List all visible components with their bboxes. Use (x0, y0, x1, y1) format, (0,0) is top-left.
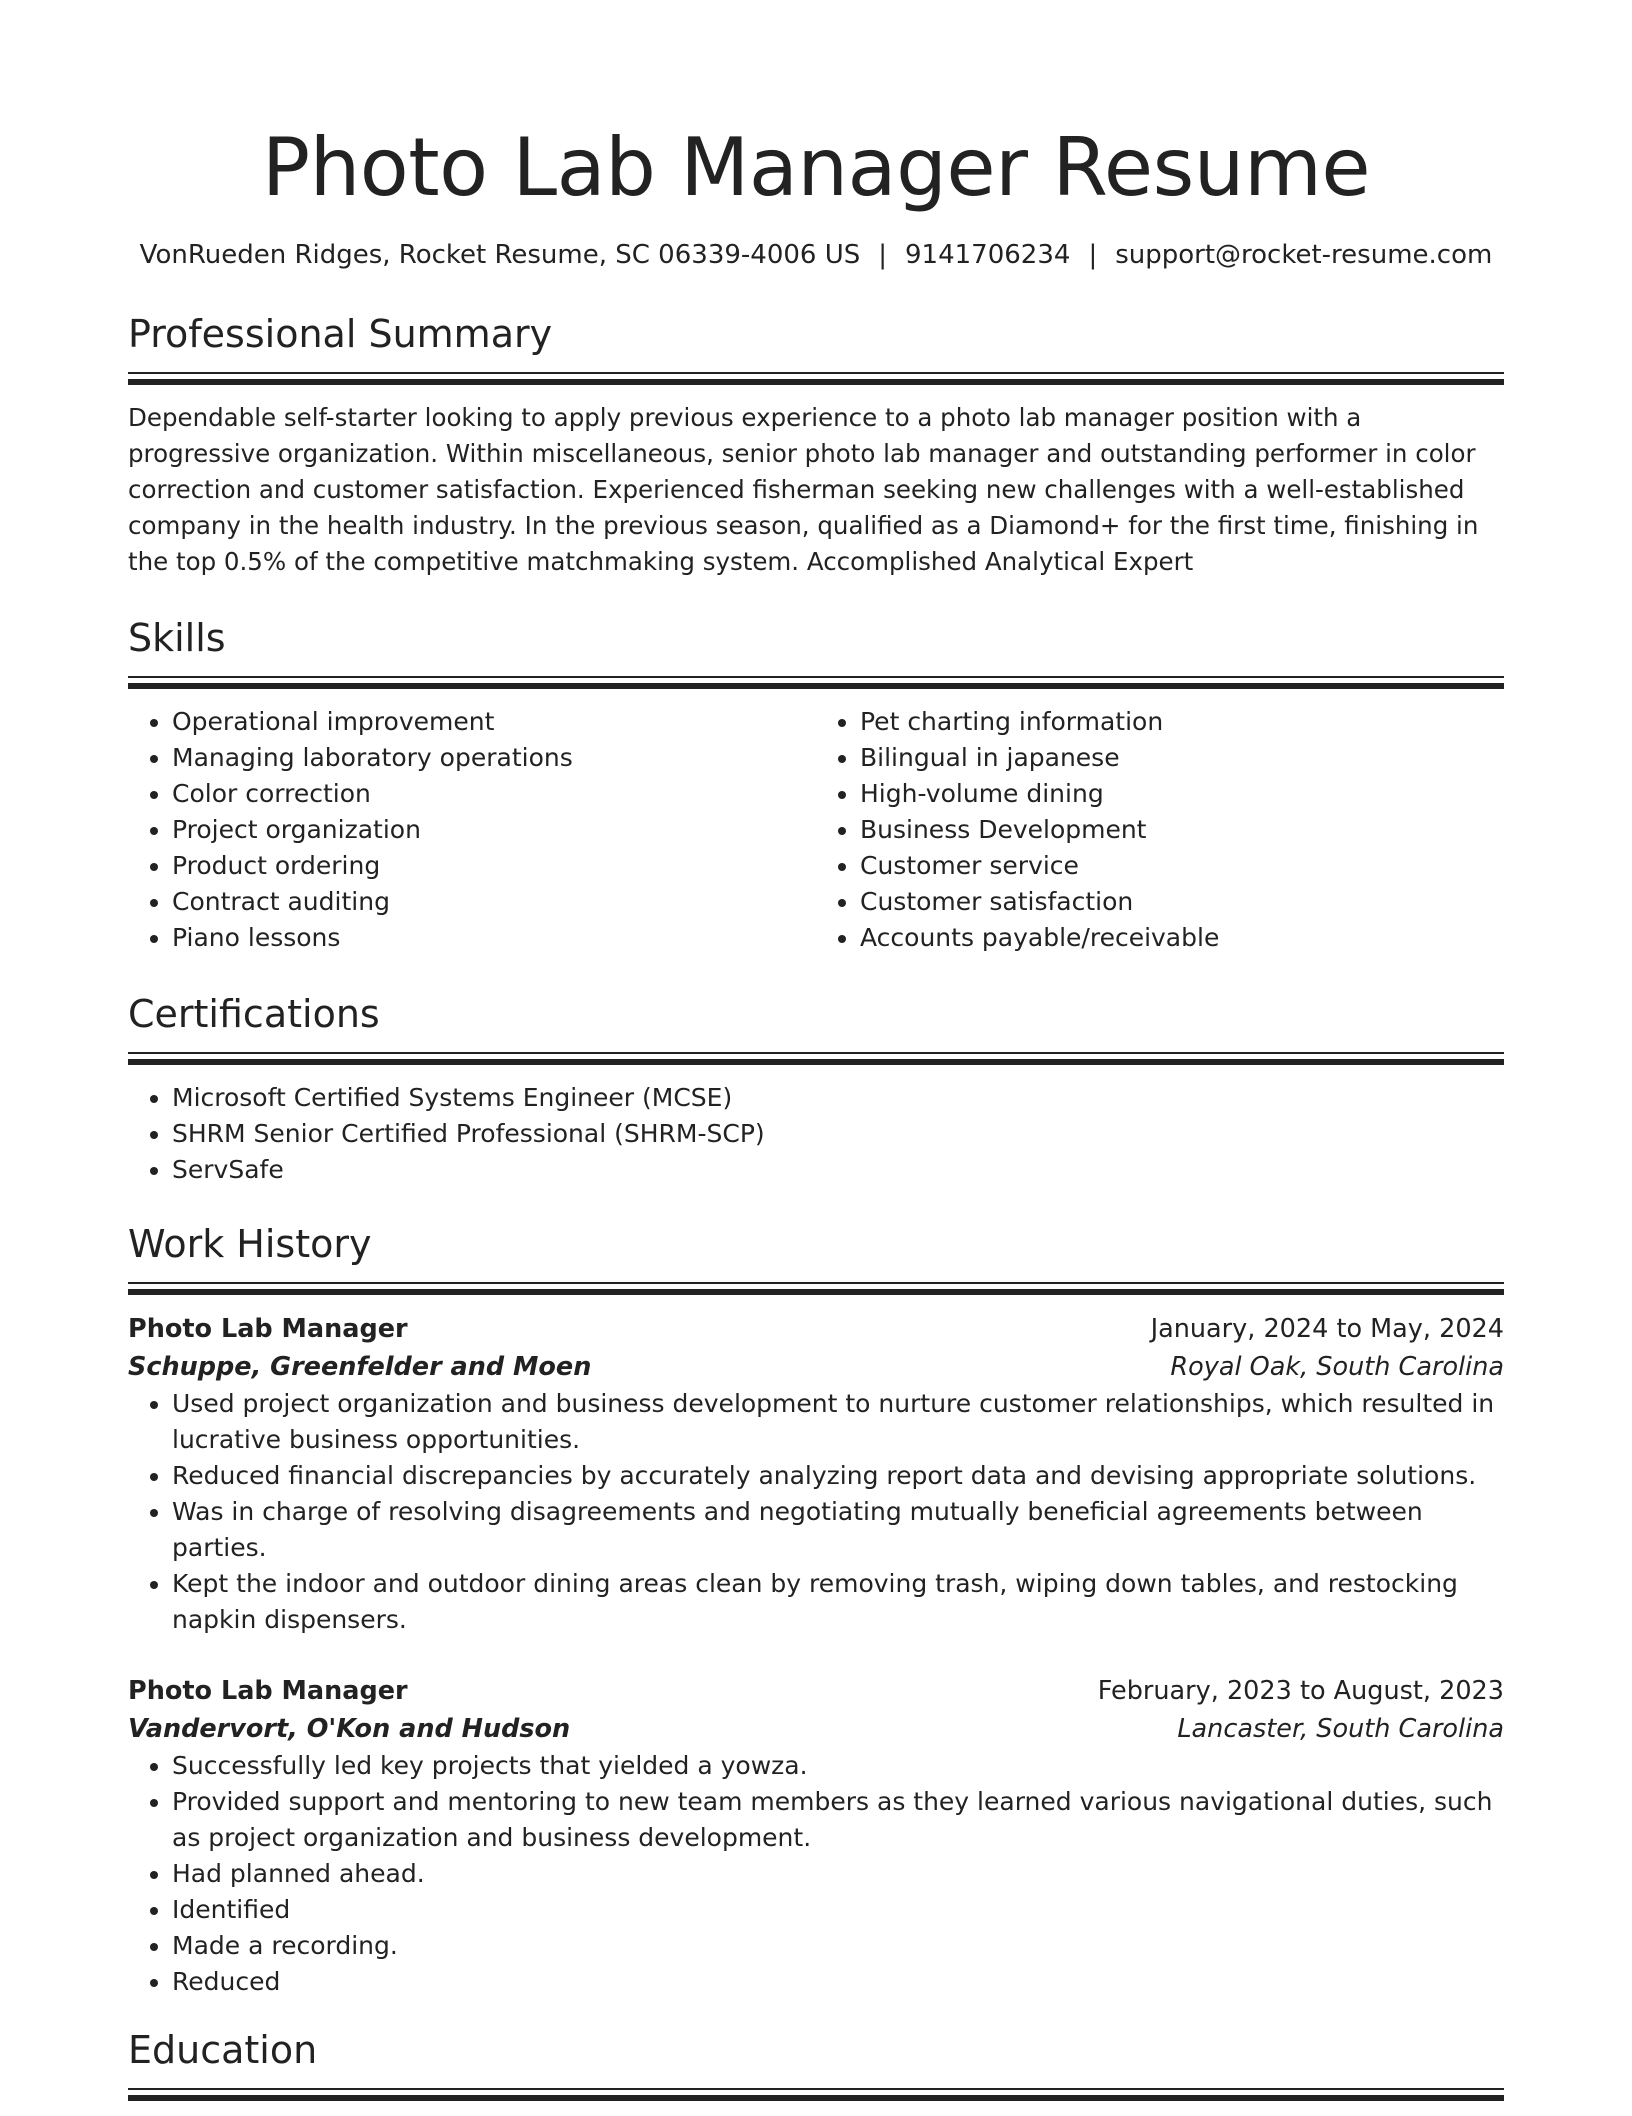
job-location: Lancaster, South Carolina (1177, 1714, 1504, 1744)
job-company-row (128, 1348, 1504, 1386)
certification-item: • SHRM Senior Certified Professional (SHRM-SCP) (172, 1116, 1504, 1152)
skill-item: • High-volume dining (860, 776, 1504, 812)
certifications-list (128, 1080, 1504, 1188)
job-duty: • Made a recording. (172, 1928, 1504, 1964)
certifications-section (128, 990, 1504, 1188)
section-divider (128, 372, 1504, 386)
skills-list-right (816, 704, 1504, 956)
job-title: Photo Lab Manager (128, 1314, 408, 1344)
job-duty: • Had planned ahead. (172, 1856, 1504, 1892)
job-entry (128, 1672, 1504, 2000)
job-duty: • Used project organization and business development to nurture customer relationships, which resulted in lucrative business opportunities. (172, 1386, 1504, 1458)
skill-item: • Customer satisfaction (860, 884, 1504, 920)
skill-item: • Managing laboratory operations (172, 740, 816, 776)
job-header-row (128, 1310, 1504, 1348)
job-header-row (128, 1672, 1504, 1710)
skill-item: • Accounts payable/receivable (860, 920, 1504, 956)
skill-item: • Operational improvement (172, 704, 816, 740)
skill-item: • Bilingual in japanese (860, 740, 1504, 776)
skill-item: • Pet charting information (860, 704, 1504, 740)
job-duties-list (128, 1748, 1504, 2000)
skill-item: • Piano lessons (172, 920, 816, 956)
skill-item: • Project organization (172, 812, 816, 848)
job-company: Vandervort, O'Kon and Hudson (128, 1714, 571, 1744)
contact-line (128, 238, 1504, 272)
page-title: Photo Lab Manager Resume (261, 121, 1371, 214)
work-history-section (128, 1220, 1504, 2000)
job-duty: • Reduced financial discrepancies by accurately analyzing report data and devising appropriate solutions. (172, 1458, 1504, 1494)
section-divider (128, 1282, 1504, 1296)
job-duty: • Successfully led key projects that yielded a yowza. (172, 1748, 1504, 1784)
skills-section (128, 614, 1504, 956)
job-dates: February, 2023 to August, 2023 (1097, 1676, 1504, 1706)
section-divider (128, 1052, 1504, 1066)
skill-item: • Color correction (172, 776, 816, 812)
contact-phone: 9141706234 (905, 240, 1071, 270)
job-company: Schuppe, Greenfelder and Moen (128, 1352, 592, 1382)
certification-item: • ServSafe (172, 1152, 1504, 1188)
education-section (128, 2026, 1504, 2102)
skill-item: • Contract auditing (172, 884, 816, 920)
skill-item: • Customer service (860, 848, 1504, 884)
skill-item: • Business Development (860, 812, 1504, 848)
job-title: Photo Lab Manager (128, 1676, 408, 1706)
section-heading-summary: Professional Summary (128, 312, 553, 356)
summary-text: Dependable self-starter looking to apply previous experience to a photo lab manager position with a progressive organization. Within miscellaneous, senior photo lab manager and outstanding performer in color correction and customer satisfaction. Experienced fisherman seeking new challenges with a well-established company in the health industry. In the previous season, qualified as a Diamond+ for the first time, finishing in the top 0.5% of the competitive matchmaking system. Accomplished Analytical Expert (128, 403, 1479, 576)
summary-section (128, 310, 1504, 580)
contact-separator: | (1088, 240, 1098, 270)
section-heading-skills: Skills (128, 616, 226, 660)
job-duty: • Identified (172, 1892, 1504, 1928)
skills-list-left (128, 704, 816, 956)
skills-columns (128, 704, 1504, 956)
certification-item: • Microsoft Certified Systems Engineer (MCSE) (172, 1080, 1504, 1116)
job-duty: • Provided support and mentoring to new team members as they learned various navigational duties, such as project organization and business development. (172, 1784, 1504, 1856)
job-duty: • Kept the indoor and outdoor dining areas clean by removing trash, wiping down tables, and restocking napkin dispensers. (172, 1566, 1504, 1638)
job-duties-list (128, 1386, 1504, 1638)
section-divider (128, 676, 1504, 690)
section-heading-work-history: Work History (128, 1222, 372, 1266)
contact-email: support@rocket-resume.com (1115, 240, 1493, 270)
section-heading-education: Education (128, 2028, 318, 2072)
job-dates: January, 2024 to May, 2024 (1150, 1314, 1504, 1344)
job-company-row (128, 1710, 1504, 1748)
job-duty: • Was in charge of resolving disagreements and negotiating mutually beneficial agreements between parties. (172, 1494, 1504, 1566)
resume-page (128, 0, 1504, 2116)
job-entry (128, 1310, 1504, 1638)
skill-item: • Product ordering (172, 848, 816, 884)
section-heading-certifications: Certifications (128, 992, 380, 1036)
section-divider (128, 2088, 1504, 2102)
contact-address: VonRueden Ridges, Rocket Resume, SC 06339-4006 US (139, 240, 861, 270)
job-location: Royal Oak, South Carolina (1170, 1352, 1504, 1382)
job-duty: • Reduced (172, 1964, 1504, 2000)
contact-separator: | (878, 240, 888, 270)
